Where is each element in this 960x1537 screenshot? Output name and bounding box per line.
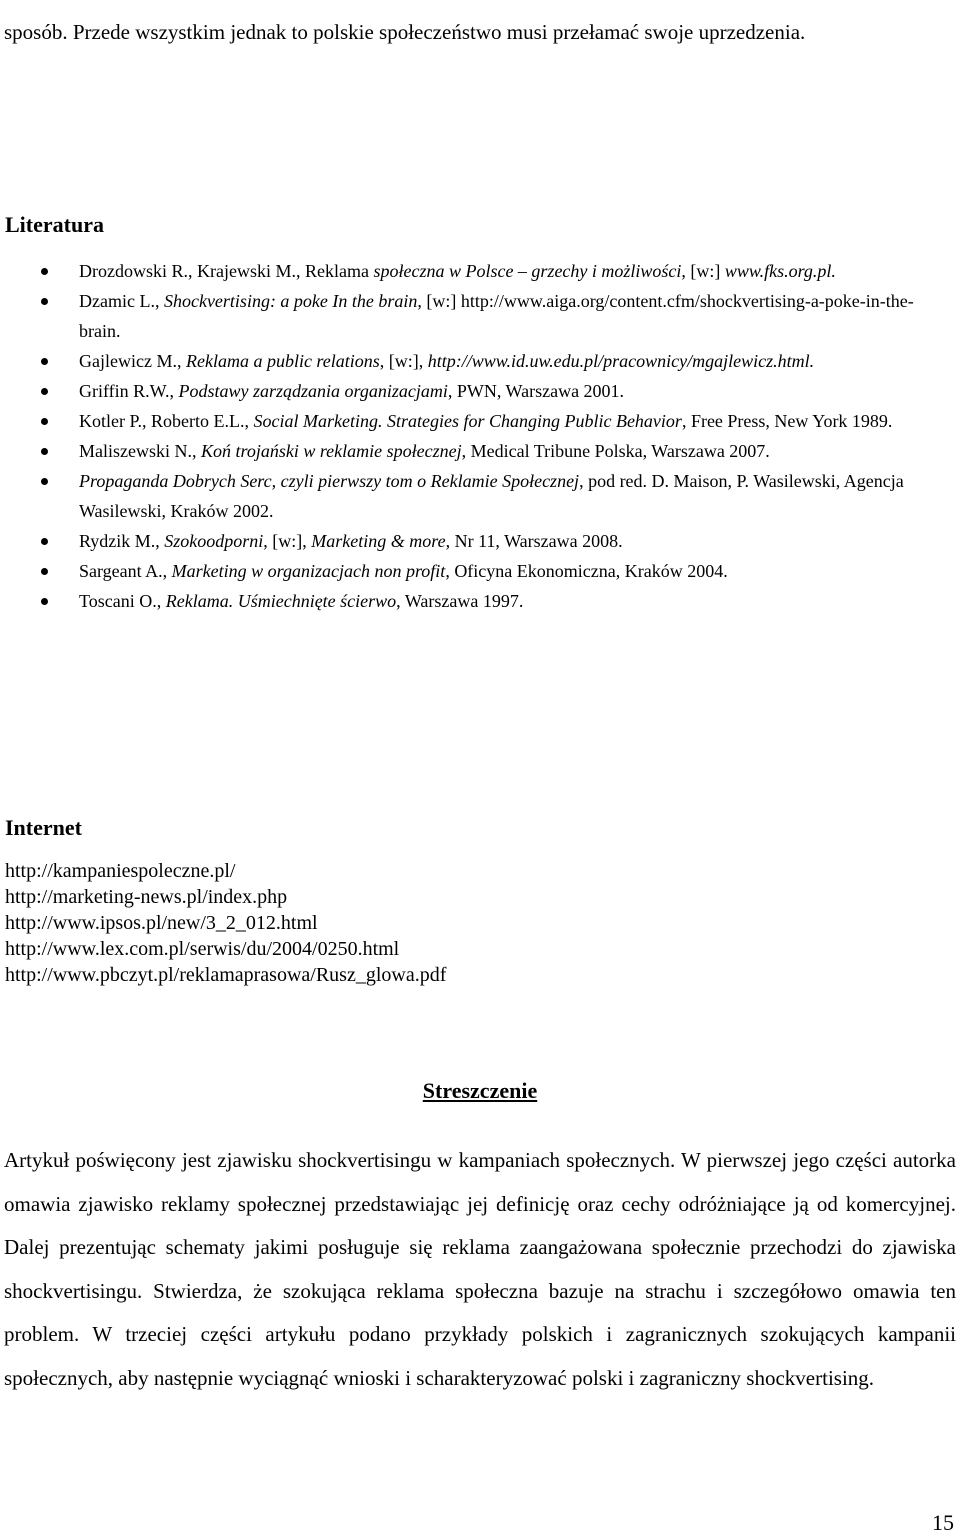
internet-link[interactable]: http://www.lex.com.pl/serwis/du/2004/0250.html — [5, 938, 400, 960]
internet-link[interactable]: http://marketing-news.pl/index.php — [5, 886, 288, 908]
bibliography-text-segment: Griffin R.W., — [79, 381, 179, 401]
bibliography-text-segment: , Free Press, New York 1989. — [681, 411, 893, 431]
bibliography-item — [79, 406, 939, 436]
bullet-icon — [41, 268, 48, 275]
bibliography-text-segment: Gajlewicz M., — [79, 351, 186, 371]
bibliography-text-segment: Maliszewski N., — [79, 441, 201, 461]
bullet-icon — [41, 418, 48, 425]
bullet-icon — [41, 448, 48, 455]
abstract-paragraph: Artykuł poświęcony jest zjawisku shockvertisingu w kampaniach społecznych. W pierwszej jego części autorka omawia zjawisko reklamy społecznej przedstawiając jej definicję oraz cechy odróżniające ją od komercyjnej. Dalej prezentując schematy jakimi posługuje się reklama zaangażowana społecznie przechodzi do zjawiska shockvertisingu. Stwierdza, że szokująca reklama społeczna bazuje na strachu i szczegółowo omawia ten problem. W trzeciej części artykułu podano przykłady polskich i zagranicznych szokujących kampanii społecznych, aby następnie wyciągnąć wnioski i scharakteryzować polski i zagraniczny shockvertising. — [4, 1148, 956, 1390]
bibliography-title-segment: społeczna w Polsce – grzechy i możliwości — [373, 261, 682, 281]
bibliography-text-segment: , Warszawa 1997. — [396, 591, 524, 611]
bibliography-title-segment: Marketing w organizacjach non profit — [171, 561, 446, 581]
bibliography-item — [79, 286, 939, 346]
bibliography-text-segment: , pod red. D. Maison, P. Wasilewski, Agencja Wasilewski, Kraków 2002. — [79, 471, 904, 521]
internet-links-list — [5, 858, 446, 988]
bibliography-item — [79, 466, 939, 526]
internet-link[interactable]: http://kampaniespoleczne.pl/ — [5, 860, 236, 882]
bibliography-title-segment: www.fks.org.pl. — [724, 261, 836, 281]
bibliography-text-segment: Toscani O., — [79, 591, 166, 611]
bibliography-text-segment: , [w:] http://www.aiga.org/content.cfm/shockvertising-a-poke-in-the-brain. — [79, 291, 914, 341]
bibliography-title-segment: http://www.id.uw.edu.pl/pracownicy/mgajlewicz.html. — [427, 351, 815, 371]
bullet-icon — [41, 568, 48, 575]
bibliography-title-segment: Shockvertising: a poke In the brain — [163, 291, 418, 311]
bibliography-title-segment: Szokoodporni — [164, 531, 264, 551]
abstract-heading-text: Streszczenie — [422, 1078, 538, 1103]
bibliography-item — [79, 556, 939, 586]
bibliography-item — [79, 376, 939, 406]
bibliography-text-segment: Drozdowski R., Krajewski M., Reklama — [79, 261, 374, 281]
internet-heading: Internet — [5, 815, 82, 840]
bibliography-text-segment: Dzamic L., — [79, 291, 164, 311]
bibliography-title-segment: Reklama. Uśmiechnięte ścierwo — [165, 591, 397, 611]
bibliography-text-segment: , PWN, Warszawa 2001. — [447, 381, 625, 401]
bibliography-title-segment: Reklama a public relations — [185, 351, 380, 371]
internet-link[interactable]: http://www.pbczyt.pl/reklamaprasowa/Rusz_glowa.pdf — [5, 964, 447, 986]
page-number: 15 — [932, 1510, 954, 1535]
bibliography-title-segment: Marketing & more — [311, 531, 446, 551]
bullet-icon — [41, 298, 48, 305]
internet-link[interactable]: http://www.ipsos.pl/new/3_2_012.html — [5, 912, 318, 934]
bibliography-text-segment: , [w:], — [263, 531, 312, 551]
bibliography-title-segment: Podstawy zarządzania organizacjami — [178, 381, 448, 401]
bibliography-text-segment: , Medical Tribune Polska, Warszawa 2007. — [461, 441, 770, 461]
bibliography-item — [79, 526, 939, 556]
bibliography-item — [79, 586, 939, 616]
bibliography-title-segment: Koń trojański w reklamie społecznej — [200, 441, 462, 461]
bibliography-text-segment: Rydzik M., — [79, 531, 165, 551]
bibliography-item — [79, 256, 939, 286]
bibliography-text-segment: Sargeant A., — [79, 561, 172, 581]
bibliography-text-segment: , Oficyna Ekonomiczna, Kraków 2004. — [445, 561, 728, 581]
bibliography-title-segment: Social Marketing. Strategies for Changing Public Behavior — [253, 411, 682, 431]
bibliography-list — [0, 256, 960, 616]
bibliography-text-segment: , [w:] — [681, 261, 725, 281]
bullet-icon — [41, 358, 48, 365]
bibliography-item — [79, 346, 939, 376]
bullet-icon — [41, 538, 48, 545]
bullet-icon — [41, 388, 48, 395]
bibliography-text-segment: Kotler P., Roberto E.L., — [79, 411, 254, 431]
bibliography-item — [79, 436, 939, 466]
intro-paragraph: sposób. Przede wszystkim jednak to polskie społeczeństwo musi przełamać swoje uprzedzenia. — [4, 20, 806, 44]
bibliography-text-segment: , [w:], — [379, 351, 428, 371]
bibliography-title-segment: Propaganda Dobrych Serc, czyli pierwszy tom o Reklamie Społecznej — [79, 471, 580, 491]
bullet-icon — [41, 478, 48, 485]
abstract-heading — [0, 1078, 960, 1104]
bibliography-text-segment: , Nr 11, Warszawa 2008. — [445, 531, 623, 551]
literature-heading: Literatura — [5, 212, 104, 237]
bullet-icon — [41, 598, 48, 605]
